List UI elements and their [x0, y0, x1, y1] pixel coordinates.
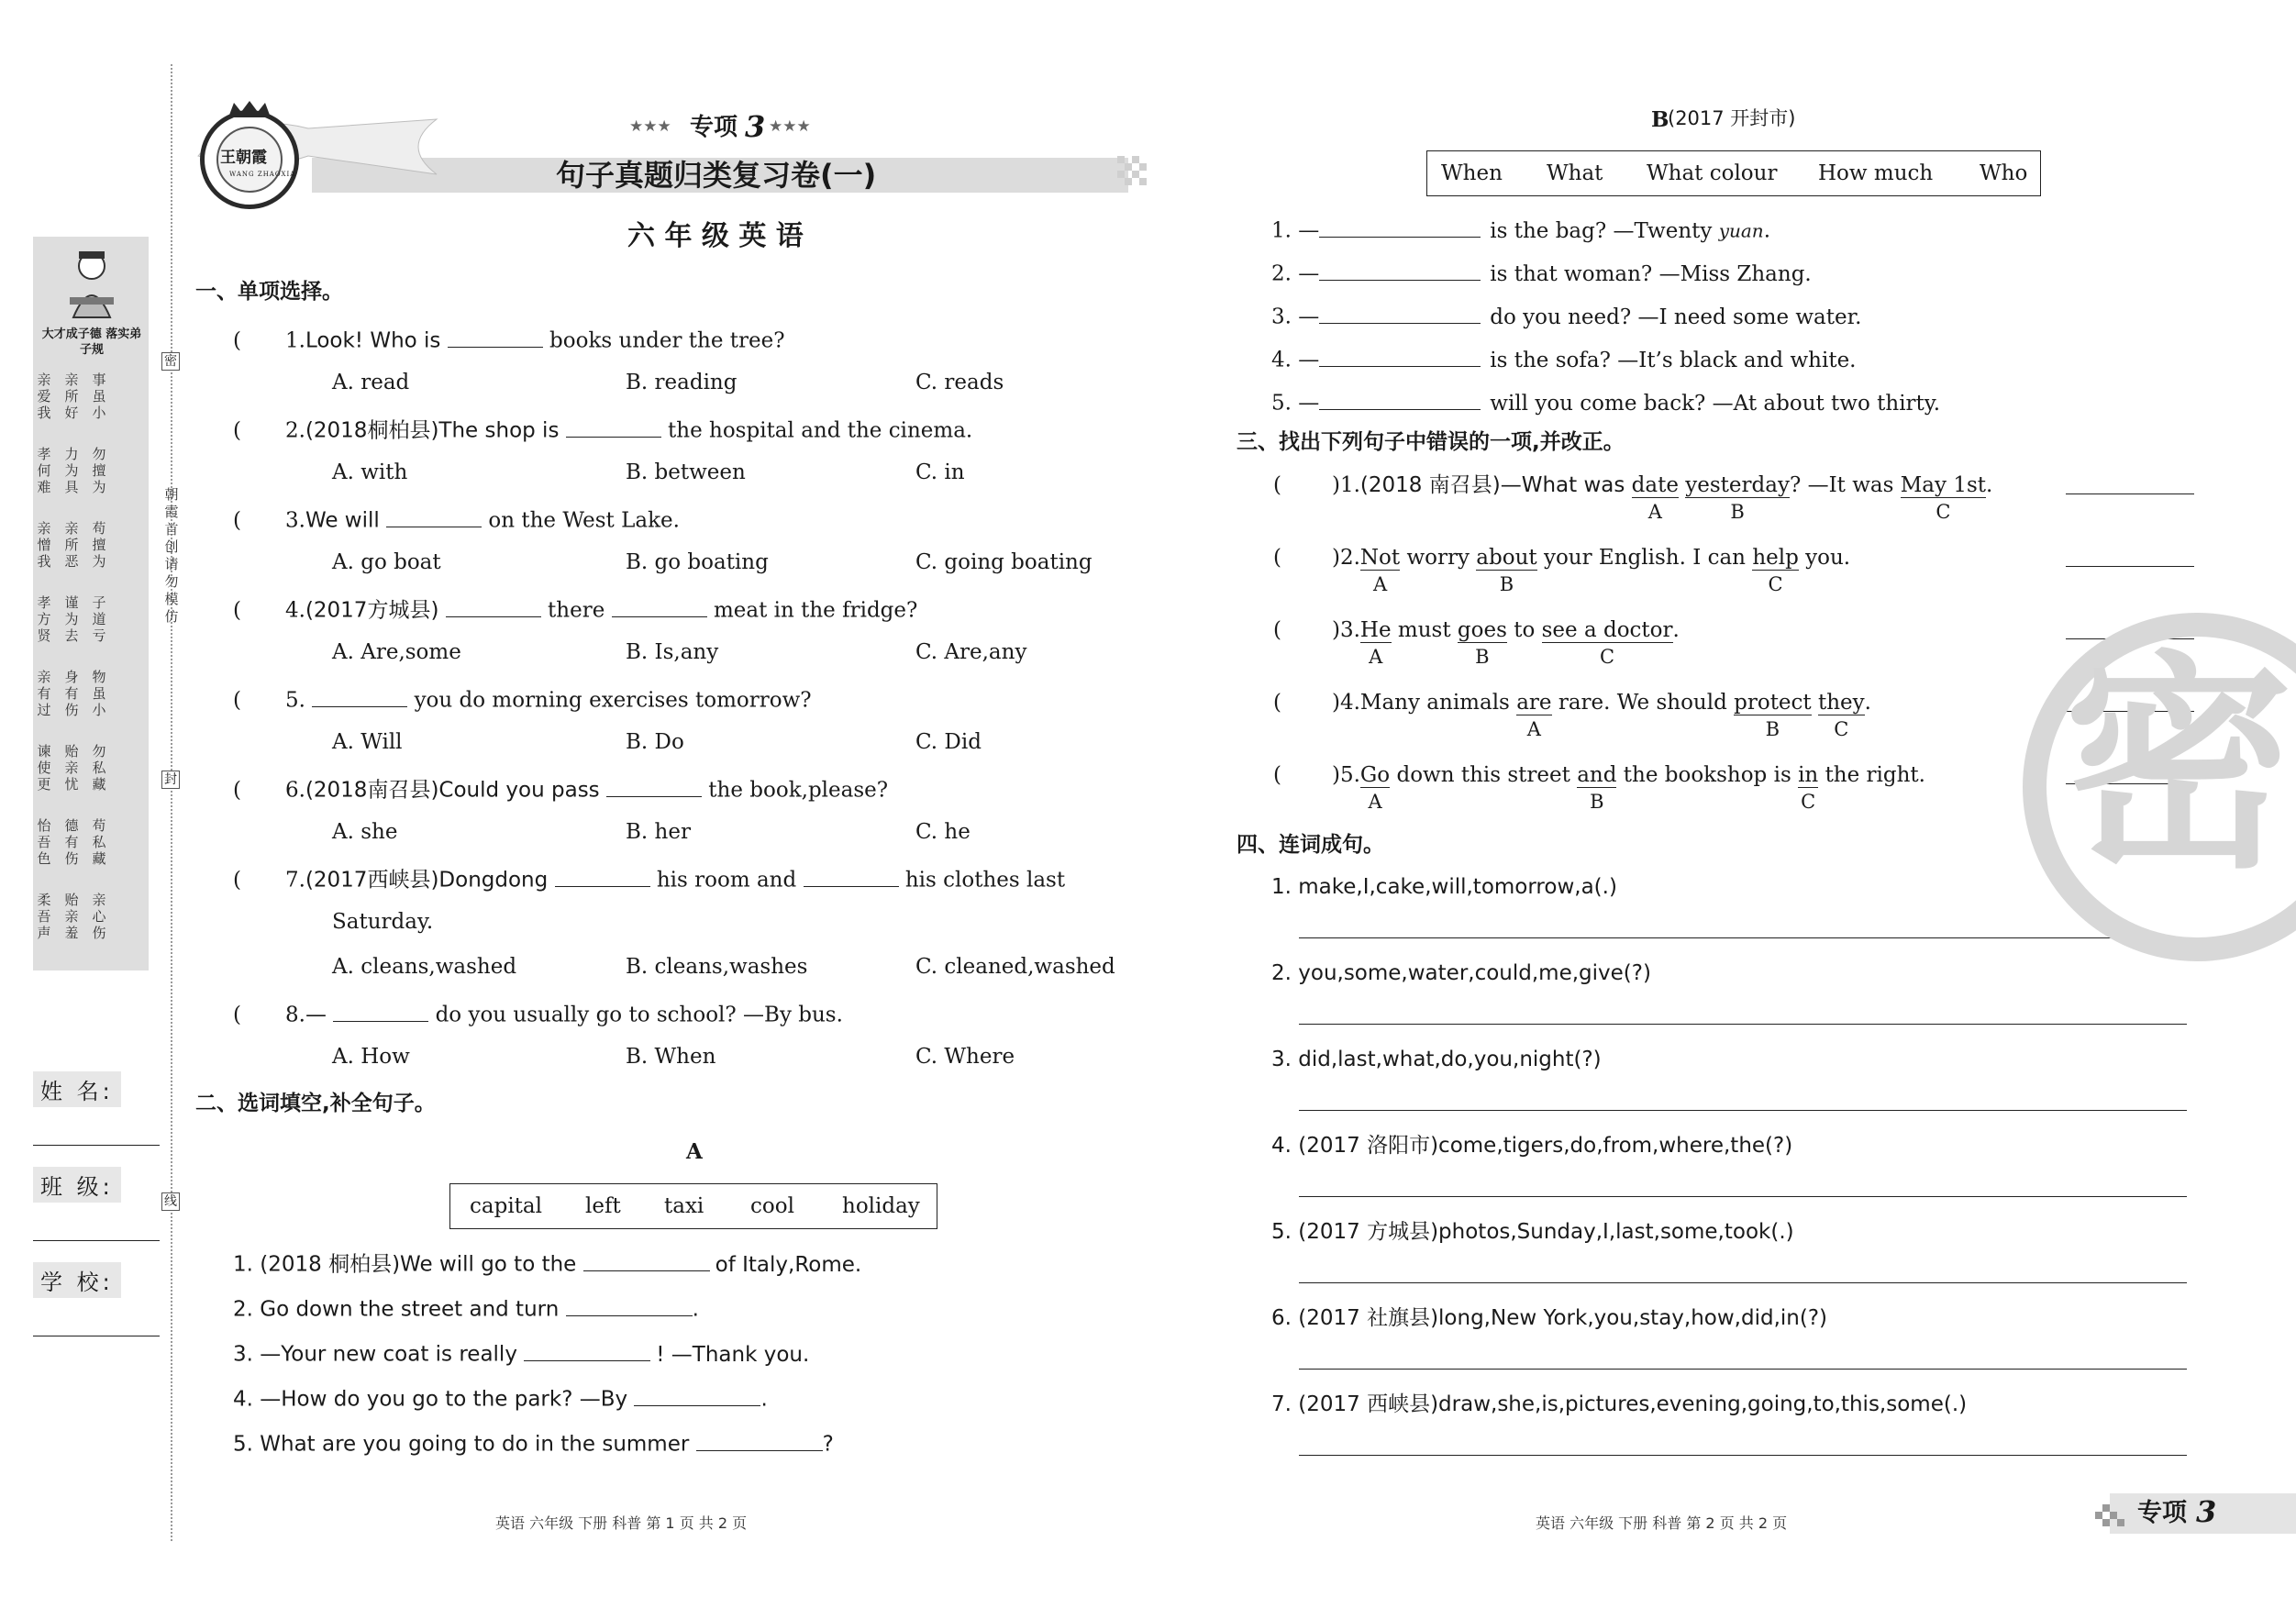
- answer-blank[interactable]: [386, 507, 482, 527]
- question-stem: (2018南召县)Could you pass: [305, 778, 600, 803]
- question-number: 1.: [284, 328, 305, 353]
- question-stem-mid: there: [548, 598, 605, 623]
- sentence-text: to: [1514, 618, 1536, 642]
- proverb-column: 谨为去: [64, 594, 79, 644]
- option-a[interactable]: A. with: [332, 460, 408, 484]
- series-stars-left: ★★★: [629, 117, 671, 136]
- option-letter: B: [1730, 501, 1745, 523]
- paren: (: [233, 328, 241, 353]
- copyright-vertical: 朝霞首创 请勿模仿: [164, 486, 179, 625]
- sentence-text: your English. I can: [1543, 546, 1746, 570]
- crown-icon: [227, 99, 272, 119]
- fill-in-row: [1271, 217, 1770, 242]
- option-a[interactable]: A. Will: [332, 730, 403, 754]
- underlined-option[interactable]: [1541, 618, 1673, 668]
- question-number: 7.: [284, 868, 305, 893]
- question-number: 5.: [284, 688, 305, 713]
- option-b[interactable]: B. reading: [626, 371, 738, 394]
- option-b[interactable]: B. cleans,washes: [626, 955, 808, 979]
- proverb-column: 勿私藏: [92, 743, 106, 793]
- proverb-column: 勿擅为: [92, 446, 106, 495]
- option-c[interactable]: C. he: [915, 820, 971, 844]
- answer-blank[interactable]: [566, 1296, 693, 1316]
- sentence-end: is that woman? —Miss Zhang.: [1490, 261, 1812, 286]
- scrambled-words: 6. (2017 社旗县)long,New York,you,stay,how,did,in(?): [1271, 1306, 1828, 1330]
- proverb-column: 亲憎我: [37, 520, 51, 570]
- proverb-column: 身有伤: [64, 669, 79, 718]
- seal-char-2: 封: [161, 771, 180, 789]
- answer-slot[interactable]: [1288, 548, 1332, 571]
- question-row: [233, 777, 888, 802]
- sentence-end: ?: [822, 1432, 834, 1457]
- error-sentence: [1332, 763, 1925, 813]
- sentence-text: (2018 南召县)—What was: [1359, 473, 1625, 497]
- underlined-option[interactable]: [1359, 546, 1401, 595]
- proverb-column: 苟擅为: [92, 520, 106, 570]
- sentence-text: rare. We should: [1558, 691, 1727, 715]
- sentence-text: must: [1397, 618, 1451, 642]
- option-letter: A: [1526, 718, 1541, 740]
- option-text: yesterday: [1685, 473, 1790, 497]
- word-bank-word: taxi: [664, 1194, 704, 1218]
- option-letter: B: [1499, 573, 1514, 595]
- answer-line[interactable]: [1299, 1369, 2187, 1370]
- answer-slot[interactable]: [1288, 620, 1332, 644]
- footer-right: 英语 六年级 下册 科普 第 2 页 共 2 页: [1536, 1514, 1788, 1532]
- option-text: Go: [1359, 763, 1391, 787]
- option-a[interactable]: A. she: [332, 820, 398, 844]
- scrambled-words: 7. (2017 西峡县)draw,she,is,pictures,evening,going,to,this,some(.): [1271, 1392, 1968, 1416]
- option-letter: C: [1768, 573, 1783, 595]
- proverb-column: 物虽小: [92, 669, 106, 718]
- page-subtitle: 六 年 级 英 语: [627, 220, 804, 252]
- option-text: see a doctor: [1541, 618, 1673, 642]
- option-letter: A: [1372, 573, 1388, 595]
- sentence-end: .: [760, 1387, 768, 1412]
- underlined-option[interactable]: [1752, 546, 1799, 595]
- proverb-column: 怡吾色: [37, 817, 51, 867]
- option-b[interactable]: B. When: [626, 1045, 716, 1069]
- answer-slot[interactable]: [1288, 693, 1332, 716]
- paren: (: [233, 418, 241, 443]
- sentence-end: of Italy,Rome.: [715, 1252, 862, 1277]
- question-row: [233, 687, 812, 712]
- answer-blank[interactable]: [606, 777, 702, 797]
- underlined-option[interactable]: [1516, 691, 1552, 740]
- word-bank-word: cool: [750, 1194, 794, 1218]
- option-c[interactable]: C. going boating: [915, 550, 1093, 574]
- answer-blank[interactable]: [566, 417, 661, 438]
- word-bank-word: How much: [1818, 161, 1934, 185]
- question-number: 2.: [284, 418, 305, 443]
- underlined-option[interactable]: [1577, 763, 1617, 813]
- question-stem-end: on the West Lake.: [488, 508, 680, 533]
- answer-line[interactable]: [1299, 1455, 2187, 1456]
- word-bank-word: holiday: [842, 1194, 920, 1218]
- word-bank-word: What: [1547, 161, 1603, 185]
- question-stem: (2018桐柏县)The shop is: [305, 418, 560, 443]
- question-stem-end: do you usually go to school? —By bus.: [435, 1003, 843, 1027]
- scrambled-words: 3. did,last,what,do,you,night(?): [1271, 1048, 1602, 1071]
- answer-blank[interactable]: [696, 1431, 823, 1451]
- proverb-column: 贻亲忧: [64, 743, 79, 793]
- option-text: help: [1752, 546, 1799, 570]
- logo-text: 王朝霞: [220, 149, 267, 167]
- series-label: 专项: [690, 114, 738, 141]
- paren: (: [233, 598, 241, 623]
- answer-blank[interactable]: [634, 1386, 760, 1406]
- sentence-text: Many animals: [1359, 691, 1510, 715]
- fill-in-row: [1271, 347, 1857, 372]
- option-a[interactable]: A. go boat: [332, 550, 441, 574]
- proverb-column: 亲所恶: [64, 520, 79, 570]
- option-text: He: [1359, 618, 1392, 642]
- question-stem-mid: his room and: [656, 868, 797, 893]
- item-number: )3.: [1332, 618, 1360, 642]
- sentence-number: 4. —: [1271, 348, 1320, 372]
- option-text: May 1st: [1900, 473, 1986, 497]
- series-number: 3: [745, 109, 766, 144]
- section-2-heading: 二、选词填空,补全句子。: [195, 1092, 436, 1115]
- option-letter: C: [1936, 501, 1951, 523]
- question-stem-end: books under the tree?: [549, 328, 785, 353]
- question-stem-end: meat in the fridge?: [713, 598, 918, 623]
- proverb-column: 亲心伤: [92, 892, 106, 941]
- proverb-column: 孝方贤: [37, 594, 51, 644]
- item-number: )5.: [1332, 763, 1360, 787]
- sentence-end: ! —Thank you.: [656, 1342, 810, 1367]
- correction-line[interactable]: [2066, 566, 2194, 567]
- fill-in-row: [233, 1296, 699, 1321]
- question-stem-continued: Saturday.: [332, 910, 434, 934]
- option-a[interactable]: A. How: [332, 1045, 410, 1069]
- question-row: [233, 1002, 843, 1026]
- sentence-number: 5. —: [1271, 391, 1320, 416]
- banner-checker-icon: [1117, 156, 1154, 194]
- word-bank-word: capital: [470, 1194, 542, 1218]
- sentence-text: worry: [1406, 546, 1470, 570]
- option-b[interactable]: B. go boating: [626, 550, 769, 574]
- proverb-column: 亲爱我: [37, 372, 51, 421]
- proverb-column: 贻亲羞: [64, 892, 79, 941]
- question-stem: (2017西峡县)Dongdong: [305, 868, 549, 893]
- currency-word: yuan: [1718, 219, 1764, 242]
- sentence-number: 1. —: [1271, 218, 1320, 243]
- option-b[interactable]: B. Do: [626, 730, 684, 754]
- class-label: 班 级:: [33, 1167, 121, 1203]
- error-sentence: [1332, 546, 1851, 595]
- paren: (: [233, 868, 241, 893]
- answer-slot[interactable]: [1288, 475, 1332, 499]
- part-b-source: (2017 开封市): [1668, 107, 1796, 129]
- option-letter: B: [1475, 646, 1490, 668]
- question-stem-end: the book,please?: [708, 778, 889, 803]
- word-bank-word: left: [585, 1194, 621, 1218]
- sentence-text: the right.: [1825, 763, 1925, 787]
- fill-in-row: [1271, 304, 1861, 328]
- question-number: 4.: [284, 598, 305, 623]
- underlined-option[interactable]: [1798, 763, 1819, 813]
- question-stem-end: you do morning exercises tomorrow?: [414, 688, 812, 713]
- item-number: )4.: [1332, 691, 1360, 715]
- option-text: and: [1577, 763, 1617, 787]
- paren: (: [1273, 473, 1281, 497]
- question-row: [233, 417, 972, 442]
- option-letter: A: [1368, 791, 1382, 813]
- question-stem: —: [305, 1003, 327, 1027]
- answer-blank[interactable]: [1319, 261, 1481, 281]
- option-letter: C: [1834, 718, 1849, 740]
- binding-dotted-line: [171, 64, 172, 1541]
- question-stem: Look! Who is: [305, 328, 441, 353]
- option-text: Not: [1359, 546, 1401, 570]
- question-stem: We will: [305, 508, 380, 533]
- question-number: 8.: [284, 1003, 305, 1027]
- paren: (: [233, 1003, 241, 1027]
- option-text: about: [1476, 546, 1537, 570]
- underlined-option[interactable]: [1359, 763, 1391, 813]
- scrambled-words: 2. you,some,water,could,me,give(?): [1271, 961, 1651, 985]
- answer-slot[interactable]: [1288, 765, 1332, 789]
- scholar-figure-icon: [64, 246, 119, 319]
- fill-in-row: [233, 1386, 768, 1411]
- option-c[interactable]: C. cleaned,washed: [915, 955, 1115, 979]
- sentence-text: the bookshop is: [1623, 763, 1791, 787]
- paren: (: [1273, 618, 1281, 642]
- error-sentence: [1332, 691, 1871, 740]
- paren: (: [233, 778, 241, 803]
- page-title: 句子真题归类复习卷(一): [556, 158, 877, 193]
- answer-blank[interactable]: [1319, 390, 1481, 410]
- option-letter: C: [1801, 791, 1816, 813]
- proverb-column: 事虽小: [92, 372, 106, 421]
- paren: (: [1273, 763, 1281, 787]
- question-number: 6.: [284, 778, 305, 803]
- scrambled-words: 4. (2017 洛阳市)come,tigers,do,from,where,the(?): [1271, 1134, 1793, 1158]
- option-text: they: [1817, 691, 1865, 715]
- option-c[interactable]: C. Where: [915, 1045, 1015, 1069]
- sentence-end: is the sofa? —It’s black and white.: [1490, 348, 1857, 372]
- stamp-character: 密: [2064, 632, 2293, 899]
- section-4-heading: 四、连词成句。: [1237, 833, 1384, 857]
- error-sentence: [1332, 473, 1993, 523]
- proverb-column: 亲所好: [64, 372, 79, 421]
- sentence-start: 2. Go down the street and turn: [233, 1297, 560, 1322]
- option-b[interactable]: B. her: [626, 820, 691, 844]
- option-text: goes: [1457, 618, 1507, 642]
- paren: (: [1273, 691, 1281, 715]
- footer-left: 英语 六年级 下册 科普 第 1 页 共 2 页: [495, 1514, 748, 1532]
- paren: (: [233, 688, 241, 713]
- seal-char-1: 密: [161, 352, 180, 371]
- proverb-column: 力为具: [64, 446, 79, 495]
- question-stem-end: the hospital and the cinema.: [668, 418, 973, 443]
- sentence-text: you.: [1805, 546, 1851, 570]
- question-row: [233, 327, 785, 352]
- underlined-option[interactable]: [1457, 618, 1507, 668]
- fill-in-row: [233, 1341, 809, 1366]
- option-b[interactable]: B. between: [626, 460, 746, 484]
- question-stem-end: his clothes last: [904, 868, 1066, 893]
- tab-number: 3: [2196, 1494, 2217, 1529]
- proverb-column: 谏使更: [37, 743, 51, 793]
- answer-line[interactable]: [1299, 1024, 2187, 1025]
- fill-in-row: [1271, 390, 1940, 415]
- option-b[interactable]: B. Is,any: [626, 640, 719, 664]
- question-row: [233, 597, 917, 622]
- option-c[interactable]: C. reads: [915, 371, 1004, 394]
- sentence-text: ? —It was: [1789, 473, 1894, 497]
- underlined-option[interactable]: [1476, 546, 1537, 595]
- option-text: are: [1516, 691, 1552, 715]
- error-sentence: [1332, 618, 1680, 668]
- sentence-text: .: [1986, 473, 1993, 497]
- paren: (: [1273, 546, 1281, 570]
- name-field[interactable]: [33, 1145, 160, 1146]
- option-c[interactable]: C. in: [915, 460, 965, 484]
- part-b-label: B: [1651, 107, 1669, 132]
- series-stars-right: ★★★: [769, 117, 811, 136]
- section-1-heading: 一、单项选择。: [195, 280, 343, 304]
- option-text: date: [1631, 473, 1679, 497]
- scrambled-words: 1. make,I,cake,will,tomorrow,a(.): [1271, 875, 1617, 899]
- answer-blank[interactable]: [448, 327, 543, 348]
- option-letter: A: [1647, 501, 1662, 523]
- school-label: 学 校:: [33, 1262, 121, 1298]
- proverb-column: 孝何难: [37, 446, 51, 495]
- answer-line[interactable]: [1299, 1282, 2187, 1283]
- sidebar-motto: 大才成子德 落实弟子规: [41, 327, 142, 357]
- answer-blank[interactable]: [804, 867, 899, 887]
- option-a[interactable]: A. cleans,washed: [332, 955, 517, 979]
- option-letter: A: [1369, 646, 1383, 668]
- sentence-end: will you come back? —At about two thirty.: [1490, 391, 1941, 416]
- option-text: protect: [1734, 691, 1812, 715]
- answer-blank[interactable]: [1319, 347, 1481, 367]
- word-bank-word: Who: [1980, 161, 2028, 185]
- item-number: )2.: [1332, 546, 1360, 570]
- scrambled-words: 5. (2017 方城县)photos,Sunday,I,last,some,took(.): [1271, 1220, 1794, 1244]
- word-bank-word: What colour: [1647, 161, 1778, 185]
- underlined-option[interactable]: [1359, 618, 1392, 668]
- underlined-option[interactable]: [1817, 691, 1865, 740]
- sentence-start: 1. (2018 桐柏县)We will go to the: [233, 1252, 577, 1277]
- underlined-option[interactable]: [1734, 691, 1812, 740]
- underlined-option[interactable]: [1685, 473, 1790, 523]
- answer-blank[interactable]: [524, 1341, 650, 1361]
- sentence-text: .: [1864, 691, 1871, 715]
- answer-blank[interactable]: [312, 687, 407, 707]
- tab-label: 专项: [2137, 1499, 2187, 1527]
- question-number: 3.: [284, 508, 305, 533]
- question-stem: (2017方城县): [305, 598, 439, 623]
- answer-blank[interactable]: [1319, 217, 1481, 238]
- tab-checker-icon: [2090, 1504, 2126, 1532]
- underlined-option[interactable]: [1631, 473, 1679, 523]
- answer-line[interactable]: [1299, 1110, 2187, 1111]
- proverb-column: 德有伤: [64, 817, 79, 867]
- option-letter: B: [1590, 791, 1604, 813]
- answer-blank[interactable]: [333, 1002, 428, 1022]
- fill-in-row: [233, 1431, 834, 1456]
- answer-blank[interactable]: [612, 597, 707, 617]
- section-3-heading: 三、找出下列句子中错误的一项,并改正。: [1237, 430, 1625, 454]
- sentence-period: .: [1763, 218, 1770, 243]
- underlined-option[interactable]: [1900, 473, 1986, 523]
- sentence-number: 3. —: [1271, 305, 1320, 329]
- sentence-text: down this street: [1396, 763, 1570, 787]
- sentence-end: do you need? —I need some water.: [1490, 305, 1862, 329]
- seal-char-3: 线: [161, 1192, 180, 1211]
- word-bank-word: When: [1441, 161, 1503, 185]
- part-a-label: A: [686, 1139, 703, 1164]
- option-a[interactable]: A. read: [332, 371, 410, 394]
- option-c[interactable]: C. Did: [915, 730, 982, 754]
- answer-line[interactable]: [1299, 1196, 2187, 1197]
- paren: (: [233, 508, 241, 533]
- sentence-start: 4. —How do you go to the park? —By: [233, 1387, 628, 1412]
- sentence-end: is the bag? —Twenty: [1490, 218, 1719, 243]
- question-row: [233, 507, 680, 532]
- option-letter: C: [1600, 646, 1615, 668]
- item-number: )1.: [1332, 473, 1360, 497]
- option-a[interactable]: A. Are,some: [332, 640, 461, 664]
- proverb-column: 亲有过: [37, 669, 51, 718]
- name-label: 姓 名:: [33, 1071, 121, 1107]
- sentence-text: .: [1672, 618, 1680, 642]
- proverb-column: 柔吾声: [37, 892, 51, 941]
- option-c[interactable]: C. Are,any: [915, 640, 1027, 664]
- logo-subtext: WANG ZHAOXIA: [229, 171, 296, 178]
- fill-in-row: [233, 1251, 861, 1276]
- sentence-start: 5. What are you going to do in the summer: [233, 1432, 690, 1457]
- option-text: in: [1798, 763, 1819, 787]
- option-letter: B: [1765, 718, 1780, 740]
- question-row: [233, 867, 1065, 892]
- answer-blank[interactable]: [446, 597, 541, 617]
- answer-line[interactable]: [1299, 937, 2187, 938]
- answer-blank[interactable]: [555, 867, 650, 887]
- answer-blank[interactable]: [583, 1251, 710, 1271]
- sentence-start: 3. —Your new coat is really: [233, 1342, 517, 1367]
- proverb-column: 苟私藏: [92, 817, 106, 867]
- fill-in-row: [1271, 261, 1812, 285]
- proverb-column: 子道亏: [92, 594, 106, 644]
- sentence-end: .: [692, 1297, 699, 1322]
- answer-blank[interactable]: [1319, 304, 1481, 324]
- sentence-number: 2. —: [1271, 261, 1320, 286]
- class-field[interactable]: [33, 1240, 160, 1241]
